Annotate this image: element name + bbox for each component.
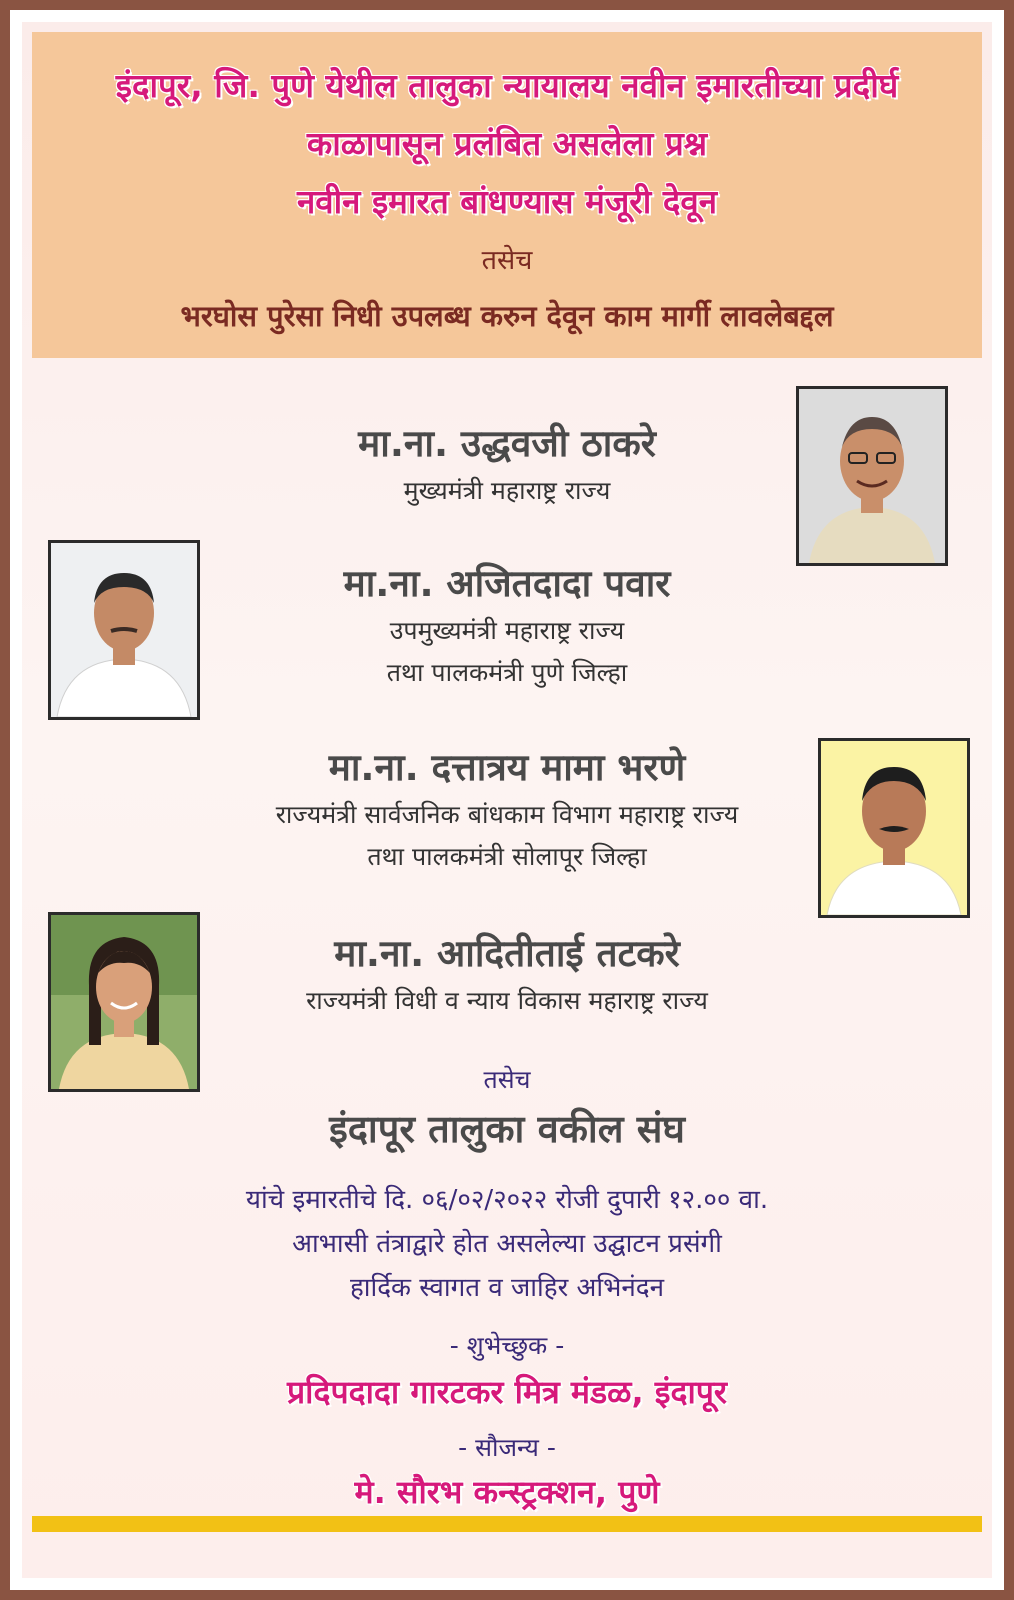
header-line-2: काळापासून प्रलंबित असलेला प्रश्न <box>306 124 708 163</box>
footer-bar <box>32 1516 982 1532</box>
dignitary-2-designation-1: उपमुख्यमंत्री महाराष्ट्र राज्य <box>389 616 625 645</box>
dignitary-1-designation: मुख्यमंत्री महाराष्ट्र राज्य <box>403 476 611 505</box>
portrait-man-white-shirt-icon <box>48 540 200 720</box>
dignitary-4-designation: राज्यमंत्री विधी व न्याय विकास महाराष्ट्र राज्य <box>306 986 708 1015</box>
dignitary-2-name: मा.ना. अजितदादा पवार <box>343 562 671 605</box>
dignitary-4-name: मा.ना. आदितीताई तटकरे <box>334 932 680 975</box>
courtesy-label: - सौजन्य - <box>458 1433 556 1462</box>
dignitary-3-name: मा.ना. दत्तात्रय मामा भरणे <box>328 746 686 789</box>
header-line-5: भरघोस पुरेसा निधी उपलब्ध करुन देवून काम मार्गी लावलेबद्दल <box>180 299 834 333</box>
association-name: इंदापूर तालुका वकील संघ <box>329 1107 685 1151</box>
header-line-3: नवीन इमारत बांधण्यास मंजूरी देवून <box>296 182 718 221</box>
dignitary-3-designation-2: तथा पालकमंत्री सोलापूर जिल्हा <box>367 842 647 871</box>
header-banner <box>32 32 982 358</box>
message-line-2: आभासी तंत्राद्वारे होत असलेल्या उद्घाटन प्रसंगी <box>292 1229 722 1259</box>
header-line-4: तसेच <box>481 245 533 276</box>
wisher-label: - शुभेच्छुक - <box>449 1331 565 1360</box>
header-line-1: इंदापूर, जि. पुणे येथील तालुका न्यायालय नवीन इमारतीच्या प्रदीर्घ <box>115 66 899 105</box>
message-line-1: यांचे इमारतीचे दि. ०६/०२/२०२२ रोजी दुपारी १२.०० वा. <box>245 1185 769 1215</box>
dignitary-1-name: मा.ना. उद्धवजी ठाकरे <box>358 422 656 465</box>
poster-body <box>22 22 992 1578</box>
courtesy-name: मे. सौरभ कन्स्ट्रक्शन, पुणे <box>354 1473 660 1511</box>
dignitary-2-designation-2: तथा पालकमंत्री पुणे जिल्हा <box>386 658 628 687</box>
also-text: तसेच <box>483 1065 531 1094</box>
wisher-name: प्रदिपदादा गारटकर मित्र मंडळ, इंदापूर <box>286 1373 728 1411</box>
portrait-man-glasses-icon <box>796 386 948 566</box>
dignitary-3-designation-1: राज्यमंत्री सार्वजनिक बांधकाम विभाग महाराष्ट्र राज्य <box>275 800 739 829</box>
poster-outer-frame <box>10 10 1004 1590</box>
portrait-man-mustache-icon <box>818 738 970 918</box>
message-line-3: हार्दिक स्वागत व जाहिर अभिनंदन <box>349 1273 665 1303</box>
